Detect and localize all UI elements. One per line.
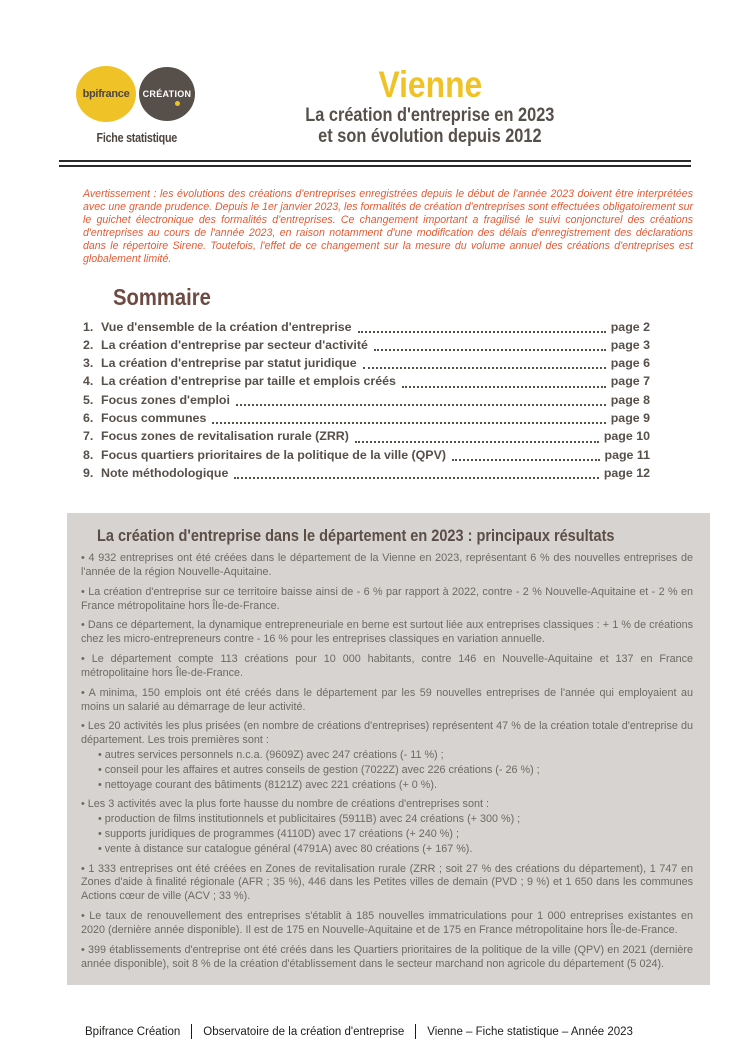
toc-item xyxy=(83,318,650,336)
toc-item-page: page 11 xyxy=(604,447,650,462)
toc-item-page: page 3 xyxy=(610,337,650,352)
footer-document-info: Vienne – Fiche statistique – Année 2023 xyxy=(427,1025,633,1038)
toc-item-page: page 6 xyxy=(610,356,650,371)
toc-item-number: 7. xyxy=(83,429,94,444)
footer-separator xyxy=(191,1024,192,1039)
warning-notice: Avertissement : les évolutions des créations d'entreprises enregistrées depuis le début de l'année 2023 doivent être interprétées avec une grande prudence. Depuis le 1er janvier 2023, les formalités de création d'entreprises sont effectuées obligatoirement sur le guichet électronique des formalités d'entreprises. Ce changement important a fragilisé le suivi conjoncturel des créations d'entreprises au cours de l'année 2023, en raison notamment d'une modification des délais d'enregistrement des déclarations dans le répertoire Sirene. Toutefois, l'effet de ce changement sur la mesure du volume annuel des créations d'entreprises est globalement limité. xyxy=(83,187,693,266)
page-subtitle-line2: et son évolution depuis 2012 xyxy=(318,126,542,148)
toc-item xyxy=(83,427,650,445)
toc-item-number: 4. xyxy=(83,374,94,389)
toc-item-label: Vue d'ensemble de la création d'entreprise xyxy=(101,319,352,334)
toc-item-page: page 7 xyxy=(610,374,650,389)
toc-item-label: Focus quartiers prioritaires de la politique de la ville (QPV) xyxy=(101,447,446,462)
toc-item xyxy=(83,409,650,427)
result-sub-bullet: • production de films institutionnels et publicitaires (5911B) avec 24 créations (+ 300 %) ; xyxy=(98,813,693,827)
toc-item xyxy=(83,391,650,409)
toc-dot-leader xyxy=(212,422,605,424)
bpifrance-logo-label: bpifrance xyxy=(82,88,130,100)
toc-dot-leader xyxy=(452,459,600,461)
toc-item-label: La création d'entreprise par secteur d'activité xyxy=(101,337,368,352)
toc-dot-leader xyxy=(234,477,599,479)
footer-separator xyxy=(415,1024,416,1039)
toc-item xyxy=(83,446,650,464)
bpifrance-logo xyxy=(76,66,136,122)
results-bullet-list xyxy=(81,552,693,971)
toc-item-page: page 2 xyxy=(610,319,650,334)
toc-item-number: 2. xyxy=(83,337,94,352)
footer-observatory: Observatoire de la création d'entreprise xyxy=(203,1025,405,1038)
result-bullet: • La création d'entreprise sur ce territoire baisse ainsi de - 6 % par rapport à 2022, contre - 2 % Nouvelle-Aquitaine et - 2 % en France métropolitaine hors Île-de-France. xyxy=(81,586,693,614)
toc-item-number: 1. xyxy=(83,319,94,334)
document-footer xyxy=(85,1024,633,1039)
creation-logo xyxy=(139,67,195,121)
toc-dot-leader xyxy=(402,386,606,388)
toc-item xyxy=(83,336,650,354)
creation-logo-label: CRÉATION xyxy=(142,89,192,99)
toc-item-number: 8. xyxy=(83,447,94,462)
toc-item-number: 3. xyxy=(83,356,94,371)
results-heading: La création d'entreprise dans le département en 2023 : principaux résultats xyxy=(97,527,615,546)
result-bullet: • Dans ce département, la dynamique entrepreneuriale en berne est surtout liée aux entreprises classiques : + 1 % de créations chez les micro-entrepreneurs contre - 16 % pour les entreprises classiques en variation annuelle. xyxy=(81,619,693,647)
bpifrance-creation-logo xyxy=(0,66,215,148)
toc-item-number: 5. xyxy=(83,392,94,407)
title-block xyxy=(215,66,750,148)
toc-heading: Sommaire xyxy=(113,283,211,310)
toc-item-label: Note méthodologique xyxy=(101,465,229,480)
toc-item-page: page 9 xyxy=(610,411,650,426)
toc-item-page: page 12 xyxy=(603,465,650,480)
results-box xyxy=(67,513,710,985)
result-sub-bullet: • vente à distance sur catalogue général (4791A) avec 80 créations (+ 167 %). xyxy=(98,843,693,857)
logo-tagline: Fiche statistique xyxy=(96,131,178,145)
toc-item xyxy=(83,372,650,390)
toc-item-label: Focus communes xyxy=(101,411,207,426)
creation-logo-dot-icon xyxy=(175,101,180,106)
toc-dot-leader xyxy=(236,404,606,406)
result-sub-bullet: • autres services personnels n.c.a. (9609Z) avec 247 créations (- 11 %) ; xyxy=(98,749,693,763)
page-subtitle-line1: La création d'entreprise en 2023 xyxy=(305,104,555,126)
toc-item-page: page 8 xyxy=(610,392,650,407)
result-bullet: • Les 20 activités les plus prisées (en nombre de créations d'entreprises) représentent 47 % de la création totale d'entreprise du département. Les trois premières sont : xyxy=(81,720,693,748)
logo-circles xyxy=(76,66,215,122)
toc-dot-leader xyxy=(355,441,599,443)
toc-item-label: La création d'entreprise par taille et emplois créés xyxy=(101,374,396,389)
toc-item-number: 9. xyxy=(83,465,94,480)
result-bullet: • Le taux de renouvellement des entreprises s'établit à 185 nouvelles immatriculations pour 1 000 entreprises existantes en 2020 (dernière année disponible). Il est de 175 en Nouvelle-Aquitaine et de 175 en France métropolitaine hors Île-de-France. xyxy=(81,910,693,938)
toc-item xyxy=(83,464,650,482)
result-bullet: • 4 932 entreprises ont été créées dans le département de la Vienne en 2023, représentant 6 % des nouvelles entreprises de l'année de la région Nouvelle-Aquitaine. xyxy=(81,552,693,580)
footer-publisher: Bpifrance Création xyxy=(85,1025,181,1038)
result-bullet: • 1 333 entreprises ont été créées en Zones de revitalisation rurale (ZRR ; soit 27 % des créations du département), 1 747 en Zones d'aide à finalité régionale (AFR ; 35 %), 446 dans les Petites villes de demain (PVD ; 9 %) et 1 650 dans les communes Actions cœur de ville (ACV ; 33 %). xyxy=(81,863,693,904)
result-bullet: • Le département compte 113 créations pour 10 000 habitants, contre 146 en Nouvelle-Aquitaine et 137 en France métropolitaine hors Île-de-France. xyxy=(81,653,693,681)
toc-dot-leader xyxy=(374,349,606,351)
toc-item-number: 6. xyxy=(83,411,94,426)
toc-item-label: Focus zones de revitalisation rurale (ZRR) xyxy=(101,429,349,444)
result-sub-bullet: • nettoyage courant des bâtiments (8121Z) avec 221 créations (+ 0 %). xyxy=(98,779,693,793)
toc-dot-leader xyxy=(363,367,606,369)
toc-item xyxy=(83,354,650,372)
document-header xyxy=(0,0,750,148)
result-bullet: • A minima, 150 emplois ont été créés dans le département par les 59 nouvelles entreprises de l'année qui employaient au moins un salarié au démarrage de leur activité. xyxy=(81,687,693,715)
toc-item-page: page 10 xyxy=(603,429,650,444)
result-bullet: • 399 établissements d'entreprise ont été créés dans les Quartiers prioritaires de la politique de la ville (QPV) en 2021 (dernière année disponible), soit 8 % de la création d'établissement dans le secteur marchand non agricole du département (5 024). xyxy=(81,944,693,972)
result-bullet: • Les 3 activités avec la plus forte hausse du nombre de créations d'entreprises sont : xyxy=(81,798,693,812)
toc-item-label: Focus zones d'emploi xyxy=(101,392,230,407)
toc-item-label: La création d'entreprise par statut juridique xyxy=(101,356,357,371)
page-title: Vienne xyxy=(378,64,482,105)
toc-section xyxy=(0,284,750,483)
toc-dot-leader xyxy=(358,331,606,333)
result-sub-bullet: • supports juridiques de programmes (4110D) avec 17 créations (+ 240 %) ; xyxy=(98,828,693,842)
table-of-contents xyxy=(83,318,650,483)
result-sub-bullet: • conseil pour les affaires et autres conseils de gestion (7022Z) avec 226 créations (- 26 %) ; xyxy=(98,764,693,778)
header-divider xyxy=(59,160,691,167)
